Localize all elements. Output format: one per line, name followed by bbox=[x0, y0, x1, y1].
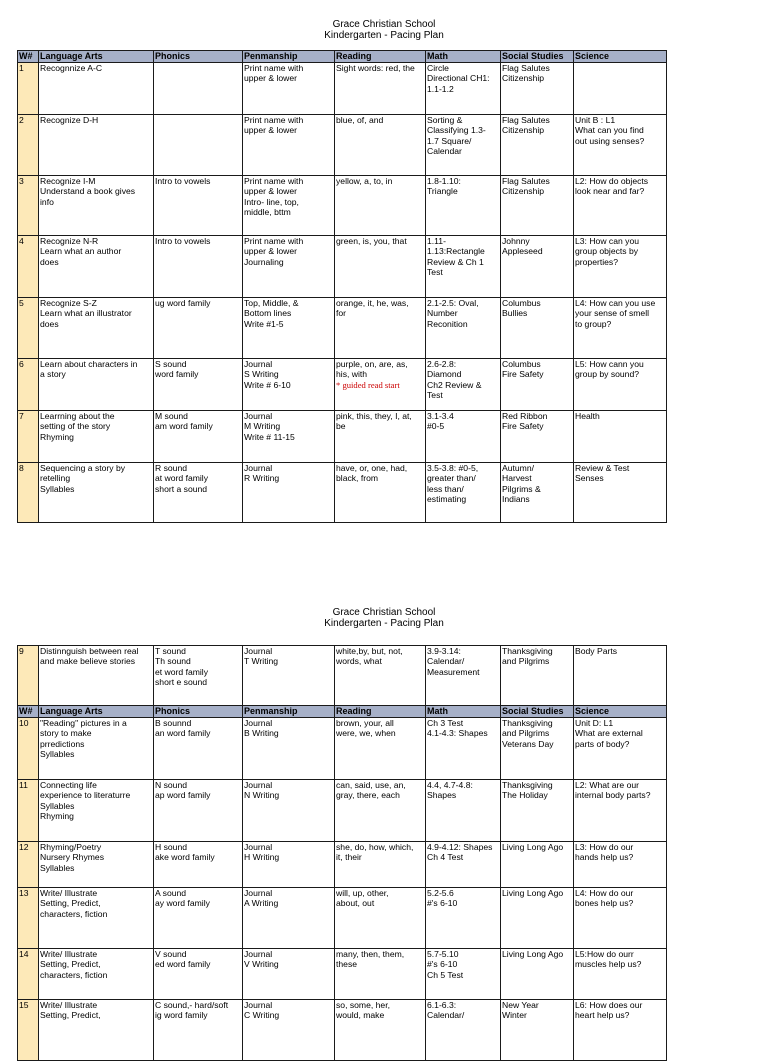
reading-text: purple, on, are, as, his, with bbox=[336, 359, 408, 380]
reading-text: Sight words: red, the bbox=[336, 63, 415, 73]
header-penmanship: Penmanship bbox=[243, 51, 335, 63]
reading-text: brown, your, all were, we, when bbox=[336, 718, 396, 739]
reading-text: can, said, use, an, gray, there, each bbox=[336, 780, 406, 801]
language-arts-cell bbox=[39, 646, 154, 706]
science-cell bbox=[574, 463, 667, 523]
math-cell bbox=[426, 359, 501, 411]
science-cell bbox=[574, 888, 667, 949]
math-cell bbox=[426, 718, 501, 780]
social-studies-cell bbox=[501, 359, 574, 411]
reading-cell bbox=[335, 298, 426, 359]
phonics-text: V sound ed word family bbox=[155, 949, 211, 970]
penmanship-cell bbox=[243, 176, 335, 236]
language-arts-cell bbox=[39, 411, 154, 463]
language-arts-text: Recognize S-Z Learn what an illustrator does bbox=[40, 298, 132, 329]
penmanship-text: Journal V Writing bbox=[244, 949, 279, 970]
math-cell bbox=[426, 1000, 501, 1061]
science-text: Health bbox=[575, 411, 600, 421]
week-row bbox=[18, 842, 667, 888]
week-cell bbox=[18, 298, 39, 359]
language-arts-text: Sequencing a story by retelling Syllables bbox=[40, 463, 126, 494]
science-text: L3: How do our hands help us? bbox=[575, 842, 634, 863]
week-text: 2 bbox=[19, 115, 24, 125]
science-text: Review & Test Senses bbox=[575, 463, 630, 484]
social-studies-cell bbox=[501, 888, 574, 949]
reading-text: so, some, her, would, make bbox=[336, 1000, 390, 1021]
week-cell bbox=[18, 63, 39, 115]
penmanship-cell bbox=[243, 1000, 335, 1061]
math-text: Ch 3 Test 4.1-4.3: Shapes bbox=[427, 718, 488, 739]
reading-text: she, do, how, which, it, their bbox=[336, 842, 414, 863]
social-studies-text: Thanksgiving and Pilgrims bbox=[502, 646, 553, 667]
week-row bbox=[18, 888, 667, 949]
penmanship-cell bbox=[243, 298, 335, 359]
phonics-text: B sounnd an word family bbox=[155, 718, 211, 739]
phonics-text: H sound ake word family bbox=[155, 842, 215, 863]
social-studies-text: Living Long Ago bbox=[502, 888, 564, 898]
penmanship-text: Journal C Writing bbox=[244, 1000, 280, 1021]
social-studies-cell bbox=[501, 115, 574, 176]
science-cell bbox=[574, 359, 667, 411]
reading-text: orange, it, he, was, for bbox=[336, 298, 409, 319]
phonics-cell bbox=[154, 1000, 243, 1061]
science-text: L4: How can you use your sense of smell to group? bbox=[575, 298, 656, 329]
header-language-arts: Language Arts bbox=[39, 706, 154, 718]
social-studies-text: Columbus Bullies bbox=[502, 298, 541, 319]
week-cell bbox=[18, 236, 39, 298]
language-arts-cell bbox=[39, 176, 154, 236]
language-arts-text: Learrning about the setting of the story Rhyming bbox=[40, 411, 115, 442]
language-arts-text: Write/ Illustrate Setting, Predict, characters, fiction bbox=[40, 888, 108, 919]
penmanship-text: Journal T Writing bbox=[244, 646, 279, 667]
week-cell bbox=[18, 411, 39, 463]
science-text: L5:How do ourr muscles help us? bbox=[575, 949, 642, 970]
science-cell bbox=[574, 236, 667, 298]
language-arts-cell bbox=[39, 63, 154, 115]
week-text: 14 bbox=[19, 949, 29, 959]
math-text: 2.6-2.8: Diamond Ch2 Review & Test bbox=[427, 359, 482, 401]
math-cell bbox=[426, 949, 501, 1000]
reading-text: many, then, them, these bbox=[336, 949, 405, 970]
header-social-studies: Social Studies bbox=[501, 51, 574, 63]
reading-text: green, is, you, that bbox=[336, 236, 407, 246]
social-studies-cell bbox=[501, 176, 574, 236]
reading-cell bbox=[335, 411, 426, 463]
guided-reading-note: * guided read start bbox=[336, 379, 400, 390]
week-text: 12 bbox=[19, 842, 29, 852]
penmanship-cell bbox=[243, 359, 335, 411]
week-cell bbox=[18, 359, 39, 411]
penmanship-cell bbox=[243, 63, 335, 115]
reading-cell bbox=[335, 463, 426, 523]
social-studies-text: Autumn/ Harvest Pilgrims & Indians bbox=[502, 463, 541, 505]
math-text: 6.1-6.3: Calendar/ bbox=[427, 1000, 465, 1021]
social-studies-text: Columbus Fire Safety bbox=[502, 359, 544, 380]
reading-text: will, up, other, about, out bbox=[336, 888, 389, 909]
week-text: 7 bbox=[19, 411, 24, 421]
social-studies-cell bbox=[501, 63, 574, 115]
math-cell bbox=[426, 888, 501, 949]
header-social-studies: Social Studies bbox=[501, 706, 574, 718]
week-row bbox=[18, 236, 667, 298]
phonics-text: Intro to vowels bbox=[155, 236, 211, 246]
penmanship-cell bbox=[243, 780, 335, 842]
social-studies-cell bbox=[501, 236, 574, 298]
reading-cell bbox=[335, 115, 426, 176]
phonics-text: A sound ay word family bbox=[155, 888, 210, 909]
math-cell bbox=[426, 115, 501, 176]
language-arts-cell bbox=[39, 888, 154, 949]
reading-text: blue, of, and bbox=[336, 115, 384, 125]
phonics-text: R sound at word family short a sound bbox=[155, 463, 209, 494]
reading-cell bbox=[335, 780, 426, 842]
week-cell bbox=[18, 463, 39, 523]
reading-text: have, or, one, had, black, from bbox=[336, 463, 408, 484]
header-science: Science bbox=[574, 706, 667, 718]
social-studies-cell bbox=[501, 1000, 574, 1061]
social-studies-cell bbox=[501, 298, 574, 359]
week-row bbox=[18, 63, 667, 115]
math-cell bbox=[426, 176, 501, 236]
phonics-text: T sound Th sound et word family short e sound bbox=[155, 646, 209, 688]
social-studies-cell bbox=[501, 780, 574, 842]
language-arts-text: Write/ Illustrate Setting, Predict, bbox=[40, 1000, 101, 1021]
science-text: L2: How do objects look near and far? bbox=[575, 176, 649, 197]
header-reading: Reading bbox=[335, 706, 426, 718]
social-studies-cell bbox=[501, 411, 574, 463]
reading-cell bbox=[335, 842, 426, 888]
language-arts-cell bbox=[39, 842, 154, 888]
science-cell bbox=[574, 780, 667, 842]
school-name: Grace Christian School bbox=[332, 19, 436, 30]
plan-subtitle: Kindergarten - Pacing Plan bbox=[324, 618, 444, 629]
reading-text: yellow, a, to, in bbox=[336, 176, 393, 186]
plan-subtitle: Kindergarten - Pacing Plan bbox=[324, 30, 444, 41]
penmanship-text: Print name with upper & lower Intro- line, top, middle, bttm bbox=[244, 176, 304, 218]
week-text: 3 bbox=[19, 176, 24, 186]
header-math: Math bbox=[426, 706, 501, 718]
week-row bbox=[18, 298, 667, 359]
math-text: 4.4, 4.7-4.8: Shapes bbox=[427, 780, 473, 801]
header-phonics: Phonics bbox=[154, 51, 243, 63]
math-text: 1.8-1.10: Triangle bbox=[427, 176, 461, 197]
reading-text: white,by, but, not, words, what bbox=[336, 646, 403, 667]
week-row bbox=[18, 1000, 667, 1061]
reading-cell bbox=[335, 176, 426, 236]
week-row bbox=[18, 411, 667, 463]
penmanship-cell bbox=[243, 236, 335, 298]
language-arts-cell bbox=[39, 236, 154, 298]
science-cell bbox=[574, 1000, 667, 1061]
phonics-cell bbox=[154, 842, 243, 888]
penmanship-text: Print name with upper & lower Journaling bbox=[244, 236, 304, 267]
reading-cell bbox=[335, 888, 426, 949]
social-studies-cell bbox=[501, 646, 574, 706]
penmanship-cell bbox=[243, 646, 335, 706]
week-cell bbox=[18, 842, 39, 888]
social-studies-text: Flag Salutes Citizenship bbox=[502, 115, 550, 136]
social-studies-text: New Year Winter bbox=[502, 1000, 539, 1021]
math-text: 1.11- 1.13:Rectangle Review & Ch 1 Test bbox=[427, 236, 485, 278]
penmanship-cell bbox=[243, 842, 335, 888]
science-text: Unit B : L1 What can you find out using senses? bbox=[575, 115, 645, 146]
phonics-cell bbox=[154, 176, 243, 236]
math-text: Circle Directional CH1: 1.1-1.2 bbox=[427, 63, 490, 94]
phonics-cell bbox=[154, 298, 243, 359]
penmanship-cell bbox=[243, 888, 335, 949]
page-title-2 bbox=[0, 607, 768, 629]
science-text: L2: What are our internal body parts? bbox=[575, 780, 651, 801]
phonics-cell bbox=[154, 463, 243, 523]
math-cell bbox=[426, 646, 501, 706]
week-row bbox=[18, 780, 667, 842]
social-studies-text: Red Ribbon Fire Safety bbox=[502, 411, 548, 432]
header-phonics: Phonics bbox=[154, 706, 243, 718]
header-week: W# bbox=[18, 51, 39, 63]
science-cell bbox=[574, 718, 667, 780]
week-text: 11 bbox=[19, 780, 28, 790]
phonics-text: N sound ap word family bbox=[155, 780, 211, 801]
math-text: 5.7-5.10 #'s 6-10 Ch 5 Test bbox=[427, 949, 464, 980]
language-arts-cell bbox=[39, 780, 154, 842]
header-row bbox=[18, 51, 667, 63]
header-row bbox=[18, 706, 667, 718]
week-text: 1 bbox=[19, 63, 24, 73]
math-text: 5.2-5.6 #'s 6-10 bbox=[427, 888, 458, 909]
language-arts-cell bbox=[39, 115, 154, 176]
language-arts-text: Recognize D-H bbox=[40, 115, 99, 125]
phonics-text: ug word family bbox=[155, 298, 211, 308]
science-cell bbox=[574, 411, 667, 463]
phonics-text: Intro to vowels bbox=[155, 176, 211, 186]
week-row bbox=[18, 949, 667, 1000]
phonics-cell bbox=[154, 718, 243, 780]
week-row bbox=[18, 718, 667, 780]
week-text: 4 bbox=[19, 236, 24, 246]
language-arts-cell bbox=[39, 1000, 154, 1061]
language-arts-text: Recognnize A-C bbox=[40, 63, 103, 73]
school-name: Grace Christian School bbox=[332, 607, 436, 618]
phonics-cell bbox=[154, 888, 243, 949]
penmanship-text: Journal A Writing bbox=[244, 888, 279, 909]
social-studies-text: Johnny Appleseed bbox=[502, 236, 543, 257]
math-text: 3.5-3.8: #0-5, greater than/ less than/ estimating bbox=[427, 463, 479, 505]
phonics-text: M sound am word family bbox=[155, 411, 213, 432]
science-cell bbox=[574, 949, 667, 1000]
social-studies-text: Thanksgiving and Pilgrims Veterans Day bbox=[502, 718, 554, 749]
week-text: 8 bbox=[19, 463, 24, 473]
week-text: 10 bbox=[19, 718, 29, 728]
week-cell bbox=[18, 718, 39, 780]
language-arts-text: Learn about characters in a story bbox=[40, 359, 138, 380]
language-arts-cell bbox=[39, 718, 154, 780]
social-studies-text: Living Long Ago bbox=[502, 949, 564, 959]
language-arts-cell bbox=[39, 463, 154, 523]
science-cell bbox=[574, 63, 667, 115]
week-cell bbox=[18, 780, 39, 842]
language-arts-text: Distinnguish between real and make believe stories bbox=[40, 646, 139, 667]
penmanship-text: Print name with upper & lower bbox=[244, 63, 304, 84]
social-studies-cell bbox=[501, 842, 574, 888]
week-cell bbox=[18, 176, 39, 236]
week-row bbox=[18, 176, 667, 236]
phonics-text: C sound,- hard/soft ig word family bbox=[155, 1000, 229, 1021]
penmanship-text: Journal N Writing bbox=[244, 780, 280, 801]
pacing-table-1 bbox=[17, 50, 667, 523]
social-studies-cell bbox=[501, 949, 574, 1000]
reading-cell bbox=[335, 1000, 426, 1061]
language-arts-text: "Reading" pictures in a story to make prredictions Syllables bbox=[40, 718, 127, 760]
science-text: Body Parts bbox=[575, 646, 618, 656]
reading-cell bbox=[335, 236, 426, 298]
math-cell bbox=[426, 842, 501, 888]
week-text: 5 bbox=[19, 298, 24, 308]
phonics-text: S sound word family bbox=[155, 359, 199, 380]
reading-cell bbox=[335, 359, 426, 411]
math-text: 3.9-3.14: Calendar/ Measurement bbox=[427, 646, 480, 677]
week-text: 6 bbox=[19, 359, 24, 369]
reading-cell bbox=[335, 63, 426, 115]
phonics-cell bbox=[154, 646, 243, 706]
language-arts-text: Connecting life experience to literaturre Syllables Rhyming bbox=[40, 780, 131, 822]
math-text: 2.1-2.5: Oval, Number Reconition bbox=[427, 298, 479, 329]
penmanship-text: Journal S Writing Write # 6-10 bbox=[244, 359, 291, 390]
social-studies-text: Living Long Ago bbox=[502, 842, 564, 852]
science-cell bbox=[574, 842, 667, 888]
week-cell bbox=[18, 949, 39, 1000]
math-text: Sorting & Classifying 1.3- 1.7 Square/ Calendar bbox=[427, 115, 486, 157]
week-cell bbox=[18, 646, 39, 706]
language-arts-text: Rhyming/Poetry Nursery Rhymes Syllables bbox=[40, 842, 104, 873]
penmanship-cell bbox=[243, 949, 335, 1000]
science-text: Unit D: L1 What are external parts of body? bbox=[575, 718, 643, 749]
language-arts-text: Write/ Illustrate Setting, Predict, characters, fiction bbox=[40, 949, 108, 980]
penmanship-cell bbox=[243, 411, 335, 463]
week-cell bbox=[18, 115, 39, 176]
science-cell bbox=[574, 115, 667, 176]
header-week: W# bbox=[18, 706, 39, 718]
math-text: 4.9-4.12: Shapes Ch 4 Test bbox=[427, 842, 493, 863]
week-cell bbox=[18, 1000, 39, 1061]
language-arts-cell bbox=[39, 359, 154, 411]
penmanship-text: Top, Middle, & Bottom lines Write #1-5 bbox=[244, 298, 299, 329]
week-row bbox=[18, 115, 667, 176]
science-cell bbox=[574, 176, 667, 236]
science-cell bbox=[574, 646, 667, 706]
science-text: L6: How does our heart help us? bbox=[575, 1000, 643, 1021]
pacing-table-2 bbox=[17, 645, 667, 1061]
phonics-cell bbox=[154, 63, 243, 115]
phonics-cell bbox=[154, 411, 243, 463]
science-text: L5: How cann you group by sound? bbox=[575, 359, 644, 380]
language-arts-text: Recognize N-R Learn what an author does bbox=[40, 236, 122, 267]
header-math: Math bbox=[426, 51, 501, 63]
week-row bbox=[18, 359, 667, 411]
social-studies-cell bbox=[501, 718, 574, 780]
week-row bbox=[18, 463, 667, 523]
science-text: L4: How do our bones help us? bbox=[575, 888, 634, 909]
math-text: 3.1-3.4 #0-5 bbox=[427, 411, 454, 432]
reading-cell bbox=[335, 718, 426, 780]
phonics-cell bbox=[154, 780, 243, 842]
language-arts-text: Recognize I-M Understand a book gives info bbox=[40, 176, 136, 207]
header-penmanship: Penmanship bbox=[243, 706, 335, 718]
social-studies-cell bbox=[501, 463, 574, 523]
penmanship-text: Journal H Writing bbox=[244, 842, 280, 863]
phonics-cell bbox=[154, 236, 243, 298]
phonics-cell bbox=[154, 115, 243, 176]
reading-cell bbox=[335, 646, 426, 706]
math-cell bbox=[426, 298, 501, 359]
penmanship-cell bbox=[243, 463, 335, 523]
math-cell bbox=[426, 780, 501, 842]
reading-text: pink, this, they, I, at, be bbox=[336, 411, 412, 432]
language-arts-cell bbox=[39, 298, 154, 359]
week-row bbox=[18, 646, 667, 706]
science-cell bbox=[574, 298, 667, 359]
math-cell bbox=[426, 463, 501, 523]
phonics-cell bbox=[154, 949, 243, 1000]
header-language-arts: Language Arts bbox=[39, 51, 154, 63]
week-text: 15 bbox=[19, 1000, 29, 1010]
penmanship-text: Journal M Writing Write # 11-15 bbox=[244, 411, 295, 442]
social-studies-text: Flag Salutes Citizenship bbox=[502, 176, 550, 197]
phonics-cell bbox=[154, 359, 243, 411]
penmanship-cell bbox=[243, 115, 335, 176]
page-title-1 bbox=[0, 19, 768, 41]
week-text: 9 bbox=[19, 646, 24, 656]
week-cell bbox=[18, 888, 39, 949]
math-cell bbox=[426, 411, 501, 463]
penmanship-text: Journal B Writing bbox=[244, 718, 279, 739]
penmanship-text: Journal R Writing bbox=[244, 463, 280, 484]
penmanship-text: Print name with upper & lower bbox=[244, 115, 304, 136]
language-arts-cell bbox=[39, 949, 154, 1000]
math-cell bbox=[426, 63, 501, 115]
social-studies-text: Flag Salutes Citizenship bbox=[502, 63, 550, 84]
header-reading: Reading bbox=[335, 51, 426, 63]
math-cell bbox=[426, 236, 501, 298]
reading-cell bbox=[335, 949, 426, 1000]
social-studies-text: Thanksgiving The Holiday bbox=[502, 780, 553, 801]
week-text: 13 bbox=[19, 888, 29, 898]
science-text: L3: How can you group objects by properties? bbox=[575, 236, 640, 267]
penmanship-cell bbox=[243, 718, 335, 780]
header-science: Science bbox=[574, 51, 667, 63]
